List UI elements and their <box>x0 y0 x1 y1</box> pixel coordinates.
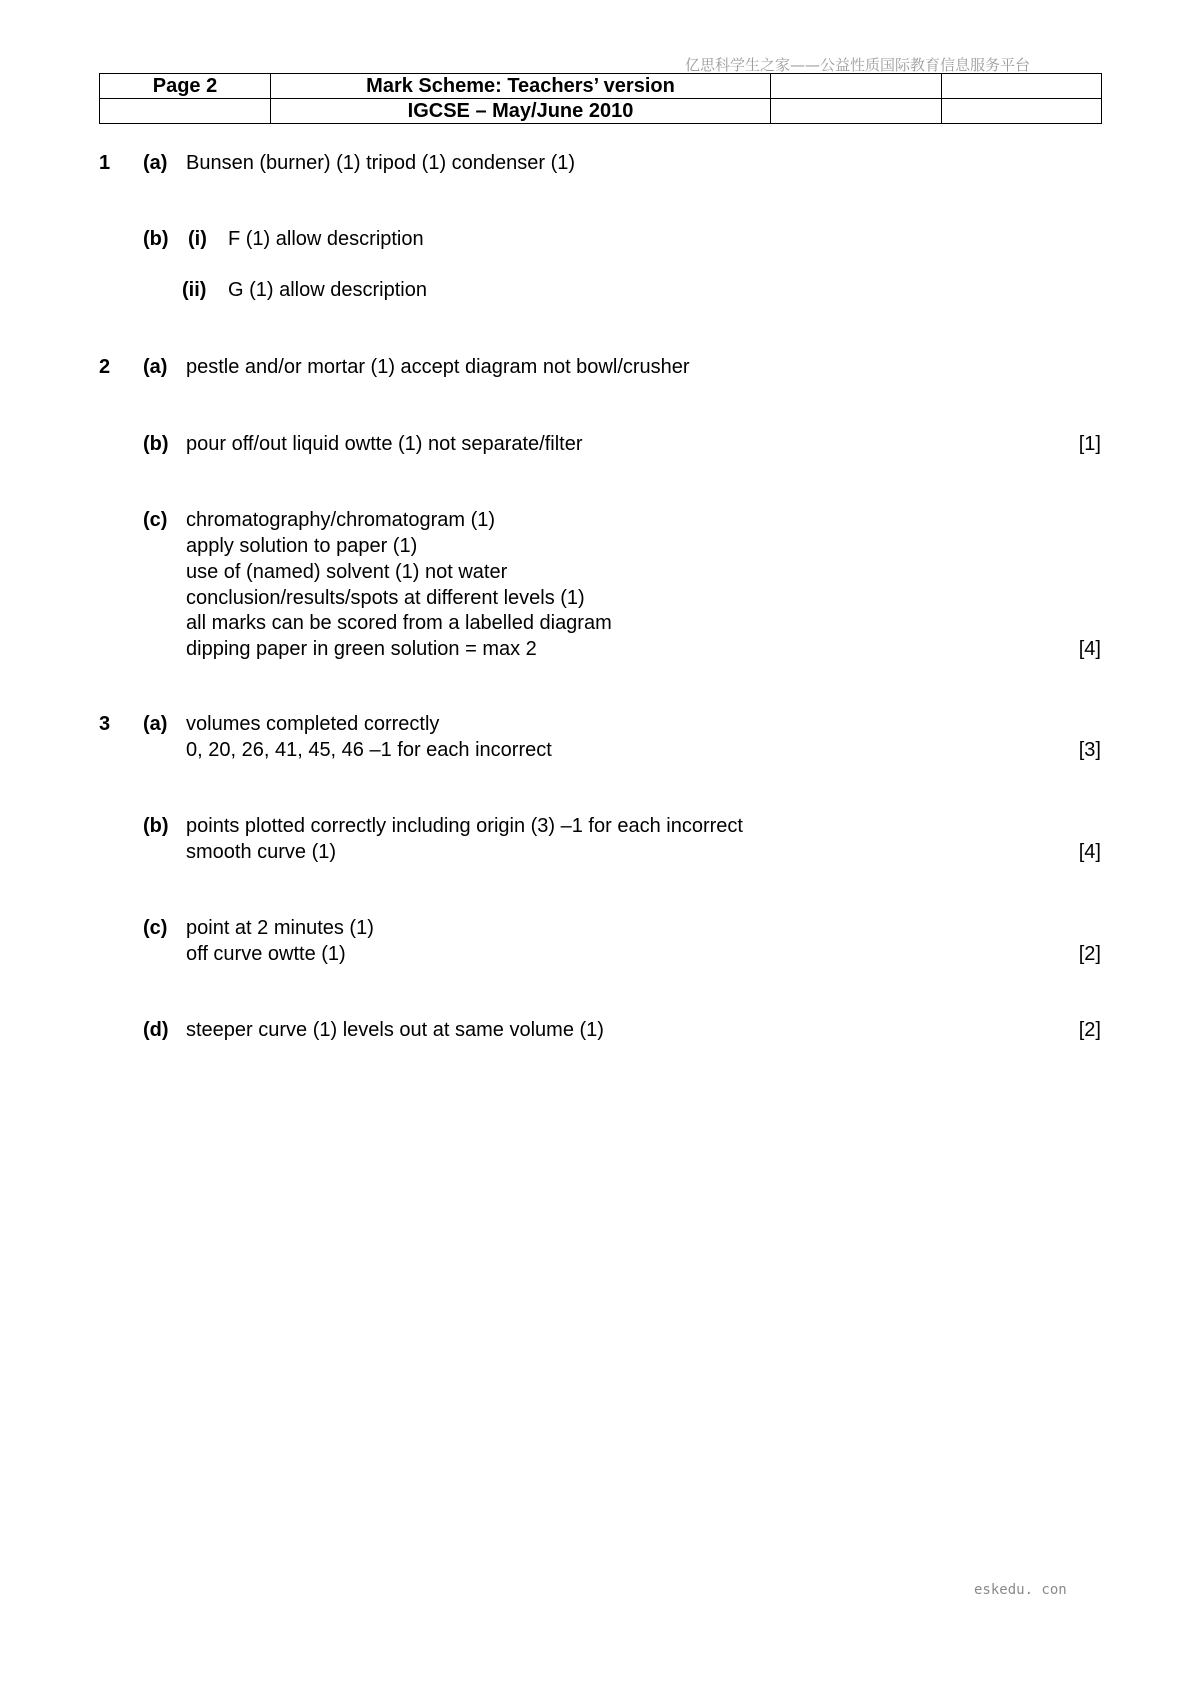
header-page: Page 2 <box>100 74 271 99</box>
mark-allocation: [2] <box>1078 943 1101 965</box>
part-label: (b) <box>143 815 169 837</box>
answer-line: use of (named) solvent (1) not water <box>186 561 508 583</box>
answer-line: point at 2 minutes (1) <box>186 917 374 939</box>
header-table <box>99 73 1102 124</box>
header-empty-cell <box>771 74 942 99</box>
header-title: Mark Scheme: Teachers’ version <box>271 74 771 99</box>
header-subtitle: IGCSE – May/June 2010 <box>271 99 771 124</box>
watermark-bottom: eskedu. con <box>974 1582 1067 1598</box>
part-label: (c) <box>143 509 168 531</box>
answer-line: all marks can be scored from a labelled diagram <box>186 612 612 634</box>
answer-line: F (1) allow description <box>228 228 424 250</box>
header-empty-cell <box>100 99 271 124</box>
mark-allocation: [2] <box>1078 1019 1101 1041</box>
answer-line: conclusion/results/spots at different levels (1) <box>186 587 585 609</box>
answer-line: apply solution to paper (1) <box>186 535 418 557</box>
part-label: (a) <box>143 713 168 735</box>
mark-allocation: [4] <box>1078 638 1101 660</box>
header-empty-cell <box>942 99 1102 124</box>
mark-allocation: [3] <box>1078 739 1101 761</box>
answer-line: pestle and/or mortar (1) accept diagram not bowl/crusher <box>186 356 690 378</box>
answer-line: G (1) allow description <box>228 279 427 301</box>
answer-line: points plotted correctly including origin (3) –1 for each incorrect <box>186 815 743 837</box>
subpart-label: (ii) <box>182 279 207 301</box>
question-number: 1 <box>99 152 111 174</box>
part-label: (d) <box>143 1019 169 1041</box>
watermark-top: 亿思科学生之家——公益性质国际教育信息服务平台 <box>685 56 1031 74</box>
part-label: (a) <box>143 152 168 174</box>
question-number: 3 <box>99 713 111 735</box>
answer-line: pour off/out liquid owtte (1) not separate/filter <box>186 433 583 455</box>
answer-line: smooth curve (1) <box>186 841 337 863</box>
part-label: (a) <box>143 356 168 378</box>
header-empty-cell <box>771 99 942 124</box>
answer-line: off curve owtte (1) <box>186 943 346 965</box>
answer-line: Bunsen (burner) (1) tripod (1) condenser (1) <box>186 152 576 174</box>
answer-line: 0, 20, 26, 41, 45, 46 –1 for each incorrect <box>186 739 552 761</box>
mark-allocation: [4] <box>1078 841 1101 863</box>
part-label: (b) <box>143 433 169 455</box>
part-label: (c) <box>143 917 168 939</box>
subpart-label: (i) <box>188 228 207 250</box>
answer-line: chromatography/chromatogram (1) <box>186 509 496 531</box>
answer-line: dipping paper in green solution = max 2 <box>186 638 537 660</box>
answer-line: steeper curve (1) levels out at same volume (1) <box>186 1019 604 1041</box>
mark-allocation: [1] <box>1078 433 1101 455</box>
question-number: 2 <box>99 356 111 378</box>
header-empty-cell <box>942 74 1102 99</box>
part-label: (b) <box>143 228 169 250</box>
answer-line: volumes completed correctly <box>186 713 440 735</box>
